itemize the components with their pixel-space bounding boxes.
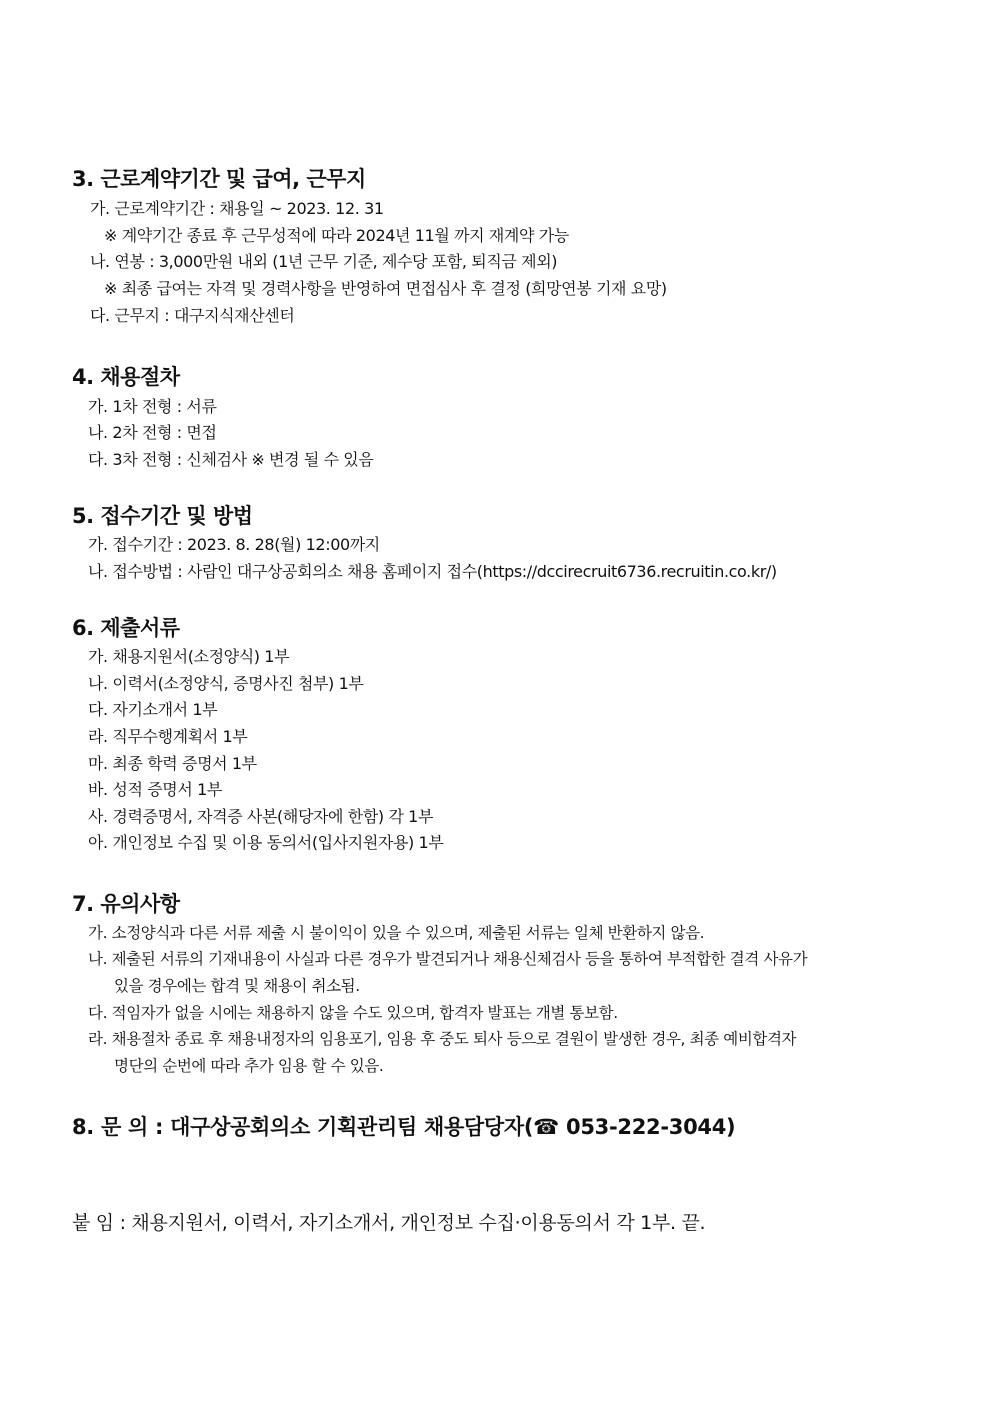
section-5-line-1: 가. 접수기간 : 2023. 8. 28(월) 12:00까지 — [88, 535, 380, 554]
section-4-line-1: 가. 1차 전형 : 서류 — [88, 397, 217, 416]
attachment-line: 붙 임 : 채용지원서, 이력서, 자기소개서, 개인정보 수집·이용동의서 각 1부. 끝. — [72, 1212, 706, 1234]
section-5-line-2: 나. 접수방법 : 사람인 대구상공회의소 채용 홈페이지 접수(https://dccirecruit6736.recruitin.co.kr/) — [88, 562, 777, 581]
section-5-title: 5. 접수기간 및 방법 — [72, 504, 253, 528]
section-7-line-2-cont: 있을 경우에는 합격 및 채용이 취소됨. — [114, 977, 360, 995]
section-7-line-1: 가. 소정양식과 다른 서류 제출 시 불이익이 있을 수 있으며, 제출된 서류는 일체 반환하지 않음. — [88, 924, 705, 942]
section-6-line-3: 다. 자기소개서 1부 — [88, 700, 218, 719]
section-7-title: 7. 유의사항 — [72, 892, 180, 916]
section-6-title: 6. 제출서류 — [72, 616, 180, 640]
section-3-note-2: ※ 최종 급여는 자격 및 경력사항을 반영하여 면접심사 후 결정 (희망연봉 기재 요망) — [104, 279, 667, 298]
section-7-line-4: 라. 채용절차 종료 후 채용내정자의 임용포기, 임용 후 중도 퇴사 등으로 결원이 발생한 경우, 최종 예비합격자 — [88, 1030, 797, 1048]
section-6-line-8: 아. 개인정보 수집 및 이용 동의서(입사지원자용) 1부 — [88, 833, 444, 852]
section-7-line-2: 나. 제출된 서류의 기재내용이 사실과 다른 경우가 발견되거나 채용신체검사 등을 통하여 부적합한 결격 사유가 — [88, 950, 808, 968]
section-4-title: 4. 채용절차 — [72, 365, 180, 389]
section-6-line-2: 나. 이력서(소정양식, 증명사진 첨부) 1부 — [88, 674, 364, 693]
section-3-note-1: ※ 계약기간 종료 후 근무성적에 따라 2024년 11월 까지 재계약 가능 — [104, 226, 569, 245]
section-3-line-1: 가. 근로계약기간 : 채용일 ~ 2023. 12. 31 — [90, 199, 384, 218]
section-6-line-7: 사. 경력증명서, 자격증 사본(해당자에 한함) 각 1부 — [88, 807, 434, 826]
contact-title: 8. 문 의 : 대구상공회의소 기획관리팀 채용담당자(☎ 053-222-3044) — [72, 1115, 736, 1139]
section-3-line-2: 나. 연봉 : 3,000만원 내외 (1년 근무 기준, 제수당 포함, 퇴직금 제외) — [90, 252, 558, 271]
section-6-line-4: 라. 직무수행계획서 1부 — [88, 727, 248, 746]
section-6-line-6: 바. 성적 증명서 1부 — [88, 780, 222, 799]
section-3-title: 3. 근로계약기간 및 급여, 근무지 — [72, 167, 366, 191]
section-6-line-5: 마. 최종 학력 증명서 1부 — [88, 754, 257, 773]
section-6-line-1: 가. 채용지원서(소정양식) 1부 — [88, 647, 290, 666]
section-4-line-2: 나. 2차 전형 : 면접 — [88, 423, 217, 442]
section-3-line-3: 다. 근무지 : 대구지식재산센터 — [90, 306, 295, 325]
section-7-line-4-cont: 명단의 순번에 따라 추가 임용 할 수 있음. — [114, 1057, 384, 1075]
section-4-line-3: 다. 3차 전형 : 신체검사 ※ 변경 될 수 있음 — [88, 450, 374, 469]
section-7-line-3: 다. 적임자가 없을 시에는 채용하지 않을 수도 있으며, 합격자 발표는 개별 통보함. — [88, 1004, 618, 1022]
